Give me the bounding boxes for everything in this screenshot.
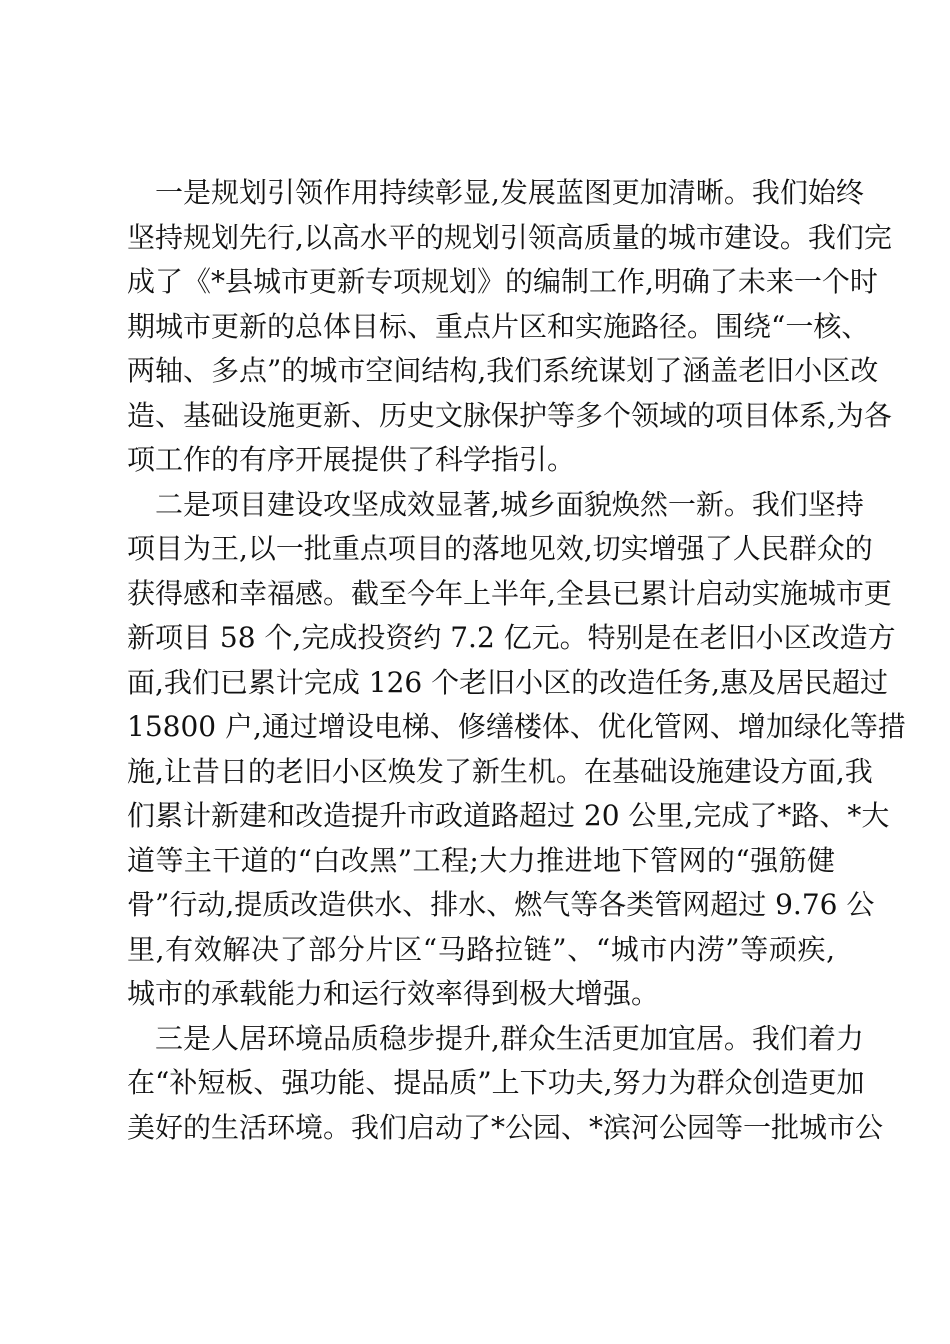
paragraph-projects	[127, 483, 906, 1017]
text-line: 面,我们已累计完成 126 个老旧小区的改造任务,惠及居民超过	[127, 665, 889, 699]
text-line: 两轴、多点”的城市空间结构,我们系统谋划了涵盖老旧小区改	[127, 354, 879, 387]
text-line: 成了《*县城市更新专项规划》的编制工作,明确了未来一个时	[127, 265, 878, 298]
paragraph-planning	[127, 171, 892, 483]
text-line: 项目为王,以一批重点项目的落地见效,切实增强了人民群众的	[127, 532, 873, 565]
text-line: 骨”行动,提质改造供水、排水、燃气等各类管网超过 9.76 公	[127, 888, 875, 921]
text-line: 美好的生活环境。我们启动了*公园、*滨河公园等一批城市公	[127, 1110, 884, 1144]
text-line: 在“补短板、强功能、提品质”上下功夫,努力为群众创造更加	[127, 1066, 865, 1099]
text-line: 城市的承载能力和运行效率得到极大增强。	[127, 977, 660, 1010]
document-page	[127, 171, 906, 1150]
text-line: 造、基础设施更新、历史文脉保护等多个领域的项目体系,为各	[127, 398, 892, 432]
text-line: 新项目 58 个,完成投资约 7.2 亿元。特别是在老旧小区改造方	[127, 621, 896, 654]
text-line: 15800 户,通过增设电梯、修缮楼体、优化管网、增加绿化等措	[127, 710, 906, 743]
text-line: 道等主干道的“白改黑”工程;大力推进地下管网的“强筋健	[127, 843, 835, 877]
text-line: 一是规划引领作用持续彰显,发展蓝图更加清晰。我们始终	[155, 176, 864, 209]
text-line: 期城市更新的总体目标、重点片区和实施路径。围绕“一核、	[127, 309, 870, 343]
text-line: 里,有效解决了部分片区“马路拉链”、“城市内涝”等顽疾,	[127, 932, 835, 966]
paragraph-environment	[127, 1017, 884, 1151]
text-line: 获得感和幸福感。截至今年上半年,全县已累计启动实施城市更	[127, 576, 892, 610]
text-line: 二是项目建设攻坚成效显著,城乡面貌焕然一新。我们坚持	[155, 487, 864, 521]
text-line: 们累计新建和改造提升市政道路超过 20 公里,完成了*路、*大	[127, 799, 890, 832]
text-line: 施,让昔日的老旧小区焕发了新生机。在基础设施建设方面,我	[127, 754, 873, 788]
text-line: 坚持规划先行,以高水平的规划引领高质量的城市建设。我们完	[127, 220, 892, 254]
text-line: 三是人居环境品质稳步提升,群众生活更加宜居。我们着力	[155, 1021, 864, 1055]
text-line: 项工作的有序开展提供了科学指引。	[127, 443, 576, 476]
